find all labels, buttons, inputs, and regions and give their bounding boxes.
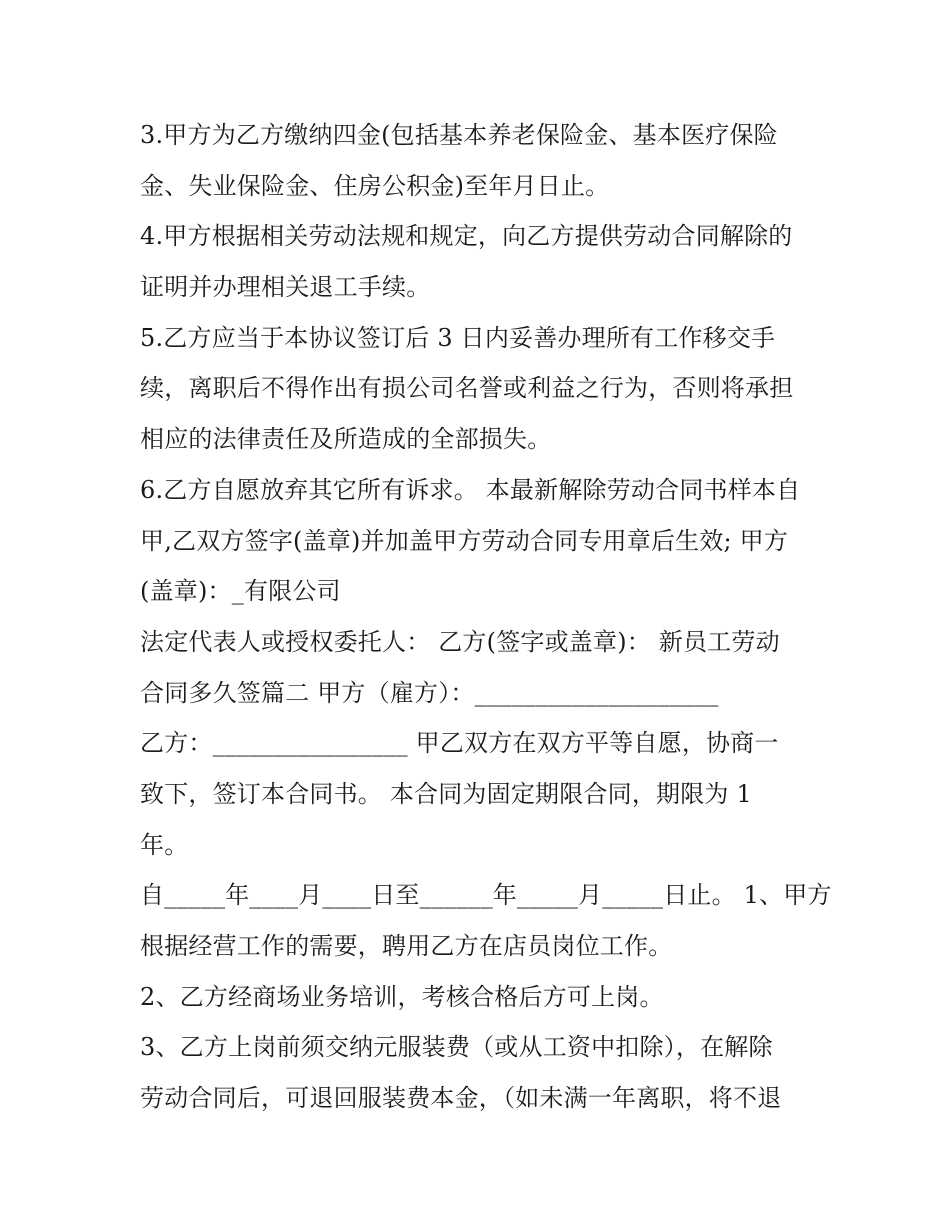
text-line: 3.甲方为乙方缴纳四金(包括基本养老保险金、基本医疗保险: [140, 121, 778, 149]
text-line: 金、失业保险金、住房公积金)至年月日止。: [140, 171, 610, 200]
text-line: 3、乙方上岗前须交纳元服装费（或从工资中扣除），在解除: [140, 1033, 773, 1062]
text-line: 乙方：________________ 甲乙双方在双方平等自愿，协商一: [140, 729, 779, 758]
text-line: 证明并办理相关退工手续。: [140, 273, 431, 302]
text-line: 致下，签订本合同书。 本合同为固定期限合同，期限为 1: [140, 779, 752, 808]
text-line: 法定代表人或授权委托人： 乙方(签字或盖章)： 新员工劳动: [140, 627, 780, 656]
text-line: 4.甲方根据相关劳动法规和规定，向乙方提供劳动合同解除的: [140, 222, 793, 251]
text-line: 6.乙方自愿放弃其它所有诉求。 本最新解除劳动合同书样本自: [140, 475, 801, 504]
text-line: 甲,乙双方签字(盖章)并加盖甲方劳动合同专用章后生效; 甲方: [140, 526, 789, 555]
text-line: 劳动合同后，可退回服装费本金，（如未满一年离职，将不退: [140, 1084, 782, 1113]
text-line: 自_____年____月____日至______年_____月_____日止。 1、甲方: [140, 881, 832, 910]
text-line: 年。: [140, 830, 189, 859]
text-line: 相应的法律责任及所造成的全部损失。: [140, 425, 552, 454]
text-line: 根据经营工作的需要，聘用乙方在店员岗位工作。: [140, 932, 673, 960]
document-body: [140, 110, 832, 1124]
text-line: (盖章)：_有限公司: [140, 577, 341, 606]
text-line: 合同多久签篇二 甲方（雇方）：____________________: [140, 678, 719, 707]
text-line: 续，离职后不得作出有损公司名誉或利益之行为，否则将承担: [140, 374, 794, 403]
text-line: 5.乙方应当于本协议签订后 3 日内妥善办理所有工作移交手: [140, 323, 776, 352]
text-line: 2、乙方经商场业务培训，考核合格后方可上岗。: [140, 982, 664, 1011]
